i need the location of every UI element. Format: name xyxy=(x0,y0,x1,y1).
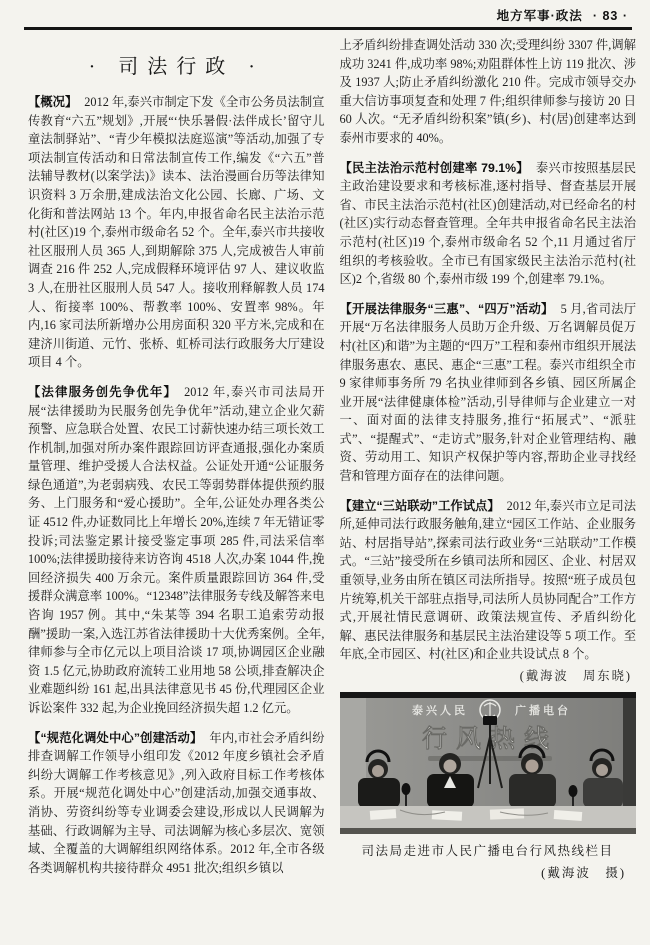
paper-sheet xyxy=(431,810,461,821)
entry-text: 2012 年,泰兴市制定下发《全市公务员法制宣传教育“六五”规划》,开展“‘快乐暑假·法伴成长’留守儿童法制驿站”、“青少年模拟法庭巡演”等活动,加强了专项法制宣传活动和日常法制宣传工作,编发《“六五”普法辅导教材(以案学法)》读本、法治漫画台历等法律知识资料 3 万余册,建成法治文化公园、长廊、广场、文化街和普法网站 13 个。年内,申报省命名民主法治示范村(社区)19 个,泰州市级命名 52 个。全年,泰兴市共接收社区服刑人员 365 人,到期解除 375 人,完成被告人审前调查 216 件 252 人,完成假释环境评估 97 人、建议收监 3 人,在册社区服刑人员 547 人。接收刑释解教人员 174 人、衔接率 100%、帮教率 100%、安置率 98%。年内,16 家司法所新增办公用房面积 320 平方米,完成和在建济川街道、元竹、张桥、虹桥司法行政服务大厅建设项目 4 个。 xyxy=(28,95,325,370)
entry-heading: 【概况】 xyxy=(28,95,78,109)
paragraph-continuation xyxy=(340,36,637,148)
entry-text: 2012 年,泰兴市司法局开展“法律援助为民服务创先争优年”活动,建立企业欠薪预警、应急联合处置、农民工讨薪快速办结三项长效工作机制,加强对所办案件跟踪回访评查通报,强化办案质量管理、维护受援人合法权益。公证处开通“公证服务绿色通道”,为老弱病残、农民工等弱势群体提供预约服务、上门服务和“爱心援助”。全年,公证处办理各类公证 4512 件,办证数同比上年增长 20%,连续 7 年无错证零投诉;司法鉴定累计接受鉴定事项 285 件,司法采信率 100%;法律援助接待来访咨询 4518 人次,办案 1044 件,挽回经济损失 400 万余元。案件质量跟踪回访 364 件,受援群众满意率 100%。“12348”法律服务专线及解答来电咨询 1957 例。其中,“朱某等 394 名职工追索劳动报酬”援助一案,入选江苏省法律援助十大优秀案例。全年,律师参与全市亿元以上项目洽谈 17 项,协调园区企业融资 1.5 亿元,协助政府流转工业用地 58 公顷,排查解决企业难题纠纷 161 起,出具法律意见书 45 份,代理园区企业诉讼案件 332 起,为企业挽回经济损失超 1.2 亿元。 xyxy=(28,384,325,715)
radio-studio-photo xyxy=(340,692,637,834)
entry-heading: 【建立“三站联动”工作试点】 xyxy=(339,498,500,513)
text-columns xyxy=(28,34,636,945)
table-shadow xyxy=(340,828,637,834)
news-photo-figure xyxy=(340,692,637,881)
entry-text: 泰兴市按照基层民主政治建设要求和考核标准,逐村指导、督查基层开展省、市民主法治示范村(社区)创建活动,对已经命名的村(社区)实行动态督查管理。全年共申报省命名民主法治示范村(社区)19 个,泰州市级命名 52 个,11 月通过省厅组织的考核验收。全市已有国家级民主法治示范村(社区)2 个,省级 80 个,泰州市级 199 个,创建率 79.1%。 xyxy=(339,160,636,287)
author-byline: (戴海波 周东晓) xyxy=(519,669,632,683)
entry-text: 2012 年,泰兴市立足司法所,延伸司法行政服务触角,建立“园区工作站、企业服务站、村居指导站”,探索司法行政业务“三站联动”工作模式。“三站”接受所在乡镇司法所和园区、企业、村居双重领导,业务由所在镇区司法所指导。按照“班子成员包片统筹,机关干部驻点指导,司法所人员协同配合”工作方式,开展社情民意调研、政策法规宣传、矛盾纠纷化解、惠民法律服务和基层民主法治建设等 5 项工作。至年底,全市园区、村(社区)和企业共设试点 8 个。 xyxy=(339,498,636,662)
paragraph-three-station xyxy=(340,497,637,664)
photo-top-strip xyxy=(340,692,637,698)
paragraph-overview xyxy=(28,93,325,372)
header-rule xyxy=(24,27,632,30)
section-title: · 司法行政 · xyxy=(88,56,264,78)
paragraph-democratic-villages xyxy=(340,159,637,289)
entry-heading: 【民主法治示范村创建率 79.1%】 xyxy=(339,160,529,175)
running-head-section: 地方军事·政法 xyxy=(496,9,583,23)
right-column xyxy=(340,34,637,945)
photo-credit: (戴海波 摄) xyxy=(541,866,626,880)
photo-caption: 司法局走进市人民广播电台行风热线栏目 xyxy=(361,844,614,858)
entry-heading: 【法律服务创先争优年】 xyxy=(28,384,178,399)
paragraph-legal-service-year xyxy=(28,383,325,718)
entry-text: 年内,市社会矛盾纠纷排查调解工作领导小组印发《2012 年度乡镇社会矛盾纠纷大调解工作考核意见》,列入政府目标工作考核体系。开展“规范化调处中心”创建活动,加强交通事故、消协、劳资纠纷等专业调委会建设,形成以人民调解为基础、行政调解为主导、司法调解为核心多层次、宽领域、全覆盖的大调解组织网络体系。2012 年,全市各级各类调解机构共接待群众 4951 批次;组织乡镇以 xyxy=(28,730,325,875)
paper-sheet xyxy=(489,808,523,819)
left-column xyxy=(28,34,325,945)
banner-station-name-left: 泰兴人民 xyxy=(411,705,468,717)
paragraph-mediation-center xyxy=(28,729,325,878)
banner-station-name-right: 广播电台 xyxy=(514,705,571,717)
entry-heading: 【开展法律服务“三惠”、“四万”活动】 xyxy=(339,301,554,316)
paragraph-sanhui-siwan xyxy=(340,300,637,486)
entry-text: 上矛盾纠纷排查调处活动 330 次;受理纠纷 3307 件,调解成功 3241 件,成功率 98%;劝阻群体性上访 119 批次、涉及 1937 人;防止矛盾纠纷激化 210 件。完成市领导交办重大信访事项复查和处理 7 件;组织律师参与接访 20 日 60 人次。“无矛盾纠纷积案”镇(乡)、村(居)创建率达到泰州市要求的 40%。 xyxy=(339,38,636,145)
camera-icon xyxy=(483,716,497,725)
entry-heading: 【“规范化调处中心”创建活动】 xyxy=(28,730,203,745)
running-head xyxy=(497,6,628,24)
banner-program-title: 行风热线 xyxy=(421,726,558,753)
paper-sheet xyxy=(369,809,396,820)
entry-text: 5 月,省司法厅开展“万名法律服务人员助万企升级、万名调解员促万村(社区)和谐”为主题的“四万”工程和泰州市组织开展法律服务惠农、惠民、惠企“三惠”工程。泰兴市组织全市 9 家律师事务所 79 名执业律师到各乡镇、园区所属企业开展“法律健康体检”活动,引导律师与企业建立一对一、面对面的法律支持服务,推行“拓展式”、“派驻式”、“提醒式”、“走访式”服务,针对企业管理结构、融资、劳动用工、知识产权保护等内容,帮助企业寻找经营和管理方面存在的法律问题。 xyxy=(339,301,636,484)
running-head-page-number: · 83 · xyxy=(592,9,628,23)
